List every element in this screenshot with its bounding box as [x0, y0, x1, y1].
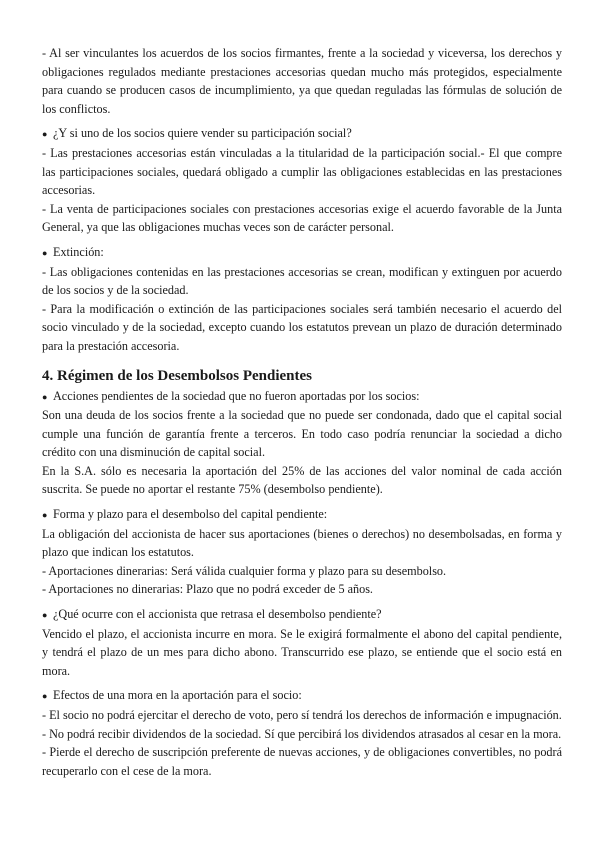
paragraph: - No podrá recibir dividendos de la sociedad. Sí que percibirá los dividendos atrasados al cesar en la mora.: [42, 726, 562, 741]
bullet-text: Extinción:: [53, 244, 104, 259]
section-heading: 4. Régimen de los Desembolsos Pendientes: [42, 367, 312, 384]
bullet-icon: [42, 387, 53, 407]
bullet-text: Efectos de una mora en la aportación para el socio:: [53, 688, 302, 703]
paragraph: - Aportaciones no dinerarias: Plazo que no podrá exceder de 5 años.: [42, 582, 373, 597]
bullet-icon: [42, 686, 53, 706]
bullet-icon: [42, 124, 53, 144]
bullet-item: [42, 124, 562, 144]
bullet-icon: [42, 605, 53, 625]
bullet-text: ¿Y si uno de los socios quiere vender su participación social?: [53, 126, 352, 141]
bullet-item: [42, 243, 562, 263]
paragraph: La obligación del accionista de hacer sus aportaciones (bienes o derechos) no desembolsadas, en forma y plazo que indican los estatutos.: [42, 526, 562, 560]
paragraph: - El socio no podrá ejercitar el derecho de voto, pero sí tendrá los derechos de información e impugnación.: [42, 708, 562, 722]
bullet-icon: [42, 505, 53, 525]
bullet-text: Acciones pendientes de la sociedad que no fueron aportadas por los socios:: [53, 388, 420, 403]
bullet-item: [42, 387, 562, 407]
paragraph: - Pierde el derecho de suscripción preferente de nuevas acciones, y de obligaciones convertibles, no podrá recuperarlo con el cese de la mora.: [42, 745, 562, 778]
bullet-text: ¿Qué ocurre con el accionista que retrasa el desembolso pendiente?: [53, 607, 382, 622]
paragraph: - Las prestaciones accesorias están vinculadas a la titularidad de la participación social.- El que compre las participaciones sociales, quedará obligado a cumplir las obligaciones establecidas en las prestaciones accesorias.: [42, 145, 562, 198]
bullet-item: [42, 505, 562, 525]
bullet-item: [42, 605, 562, 625]
paragraph: - Las obligaciones contenidas en las prestaciones accesorias se crean, modifican y extinguen por acuerdo de los socios y de la sociedad.: [42, 264, 562, 298]
document-body: [42, 44, 562, 780]
paragraph: - Para la modificación o extinción de las participaciones sociales será también necesario el acuerdo del socio vinculado y de la sociedad, excepto cuando los estatutos prevean un plazo de duración determinado para la prestación accesoria.: [42, 301, 562, 353]
paragraph: Son una deuda de los socios frente a la sociedad que no puede ser condonada, dado que el capital social cumple una función de garantía frente a terceros. En todo caso podría renunciar la sociedad a dicho crédito con una disminución de capital social.: [42, 408, 562, 460]
bullet-text: Forma y plazo para el desembolso del capital pendiente:: [53, 507, 328, 522]
paragraph: - La venta de participaciones sociales con prestaciones accesorias exige el acuerdo favorable de la Junta General, ya que las obligaciones muchas veces son de carácter personal.: [42, 201, 562, 235]
paragraph: En la S.A. sólo es necesaria la aportación del 25% de las acciones del valor nominal de cada acción suscrita. Se puede no aportar el restante 75% (desembolso pendiente).: [42, 463, 562, 497]
paragraph: - Aportaciones dinerarias: Será válida cualquier forma y plazo para su desembolso.: [42, 563, 447, 578]
paragraph: Vencido el plazo, el accionista incurre en mora. Se le exigirá formalmente el abono del capital pendiente, y tendrá el plazo de un mes para dicho abono. Transcurrido ese plazo, se entiende que el socio está en mora.: [42, 626, 562, 678]
intro-paragraph: - Al ser vinculantes los acuerdos de los socios firmantes, frente a la sociedad y viceversa, los derechos y obligaciones regulados mediante prestaciones accesorias quedan mucho más protegidos, especialmente para cuando se producen casos de incumplimiento, ya que quedan reguladas las fórmulas de solución de los conflictos.: [42, 46, 562, 116]
bullet-icon: [42, 243, 53, 263]
bullet-item: [42, 686, 562, 706]
